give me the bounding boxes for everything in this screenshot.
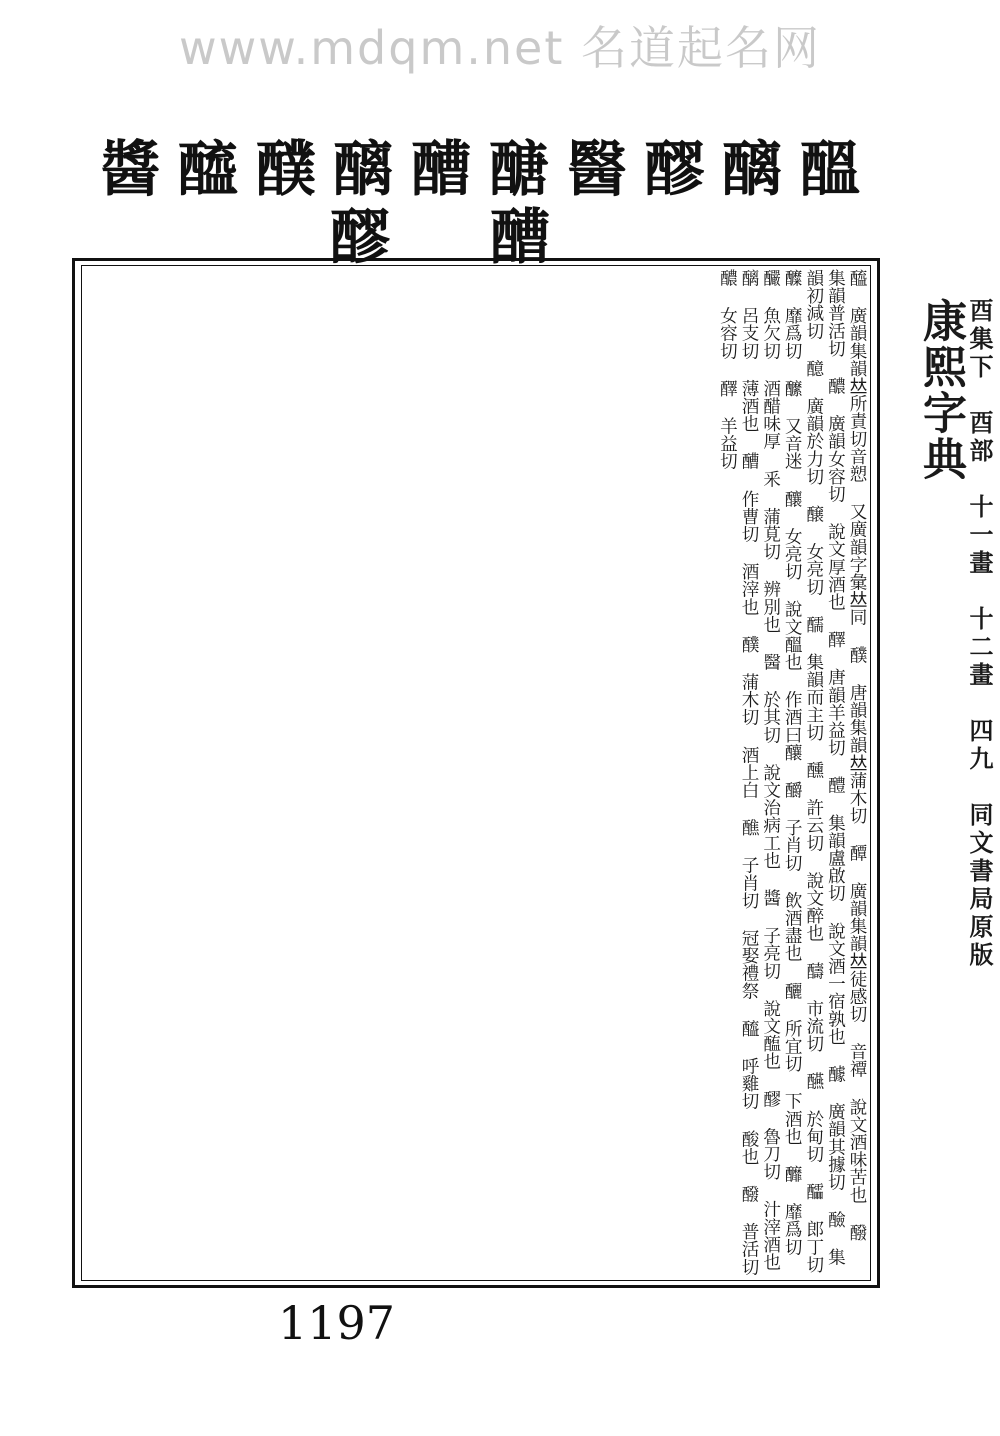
seal-glyph: 醞 [799,135,860,205]
seal-script-row-top [100,135,860,205]
seal-glyph: 醣 [488,135,549,205]
seal-glyph: 醩 [490,203,550,273]
dictionary-entries [85,269,867,1277]
section-info: 酉集下 酉部 十一畫 十二畫 四九 同文書局原版 [965,298,994,970]
book-title: 康熙字典 [915,298,966,482]
entry-body-text: 醯 廣韻集韻𠀤所責切音愬 又廣韻字彙𠀤同 醭 唐韻集韻𠀤蒲木切 醰 廣韻集韻𠀤徒感切 音禫 說文酒味苦也 醱 集韻普活切 醲 廣韻女容切 說文厚酒也 醳 唐韻羊益切 醴 集韻盧啟切 說文酒一宿孰也 醵 廣韻其據切 醶 集韻初減切 醷 廣韻於力切 醸 女亮切 醹 集韻而主切 醺 許云切 說文醉也 醻 市流切 醼 於甸切 醽 郎丁切 醾 靡爲切 醿 又音迷 釀 女亮切 說文醞也 作酒曰釀 釂 子肖切 飲酒盡也 釃 所宜切 下酒也 釄 靡爲切 釅 魚欠切 酒醋味厚 釆 蒲莧切 辨別也 醫 於其切 說文治病工也 醬 子亮切 說文醢也 醪 魯刀切 汁滓酒也 醨 呂支切 薄酒也 醩 作曹切 酒滓也 醭 蒲木切 酒上白 醮 子肖切 冠娶禮祭 醯 呼雞切 酸也 醱 普活切 醲 女容切 醳 羊益切 [717,269,867,1276]
seal-glyph: 醬 [100,135,160,205]
seal-glyph: 醫 [566,135,627,205]
page-number: 1197 [278,1296,396,1350]
seal-glyph: 醪 [644,135,705,205]
page-sidebar [880,258,994,1288]
watermark-text: www.mdqm.net 名道起名网 [178,21,822,75]
seal-glyph: 醭 [255,135,316,205]
seal-glyph: 醨 [333,135,394,205]
seal-glyph: 醩 [411,135,472,205]
seal-glyph: 醪 [330,203,390,273]
dictionary-text-frame [72,258,880,1288]
seal-glyph: 醨 [722,135,783,205]
seal-glyph: 醯 [177,135,238,205]
